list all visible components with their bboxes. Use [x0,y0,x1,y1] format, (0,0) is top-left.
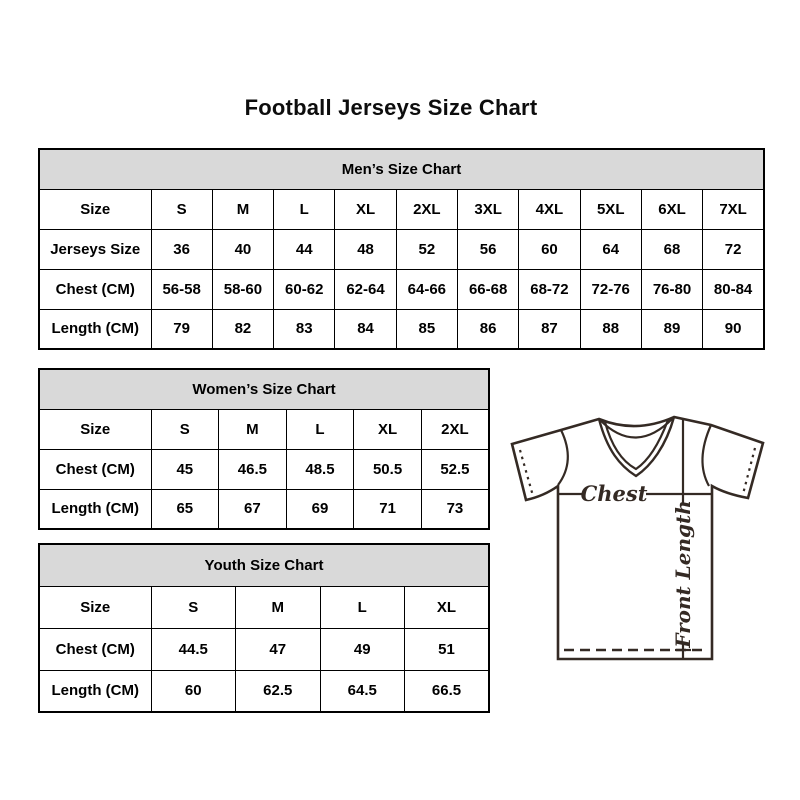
size-value-cell: 56 [457,229,518,269]
table-row [39,189,764,229]
size-value-cell: 87 [519,309,580,349]
table-row [39,229,764,269]
size-value-cell: 7XL [703,189,764,229]
size-value-cell: 45 [151,449,219,489]
size-value-cell: 49 [320,628,405,670]
size-value-cell: S [151,409,219,449]
size-value-cell: 52 [396,229,457,269]
chest-measurement-label: Chest [580,481,648,506]
size-value-cell: 48.5 [286,449,354,489]
page-title: Football Jerseys Size Chart [244,95,538,120]
row-label: Chest (CM) [39,449,151,489]
collar-v-inner [605,420,668,469]
size-value-cell: 40 [212,229,273,269]
size-value-cell: 44 [274,229,335,269]
size-value-cell: 71 [354,489,422,529]
size-value-cell: M [219,409,287,449]
table-row [39,489,489,529]
jersey-measurement-diagram [498,406,780,668]
size-value-cell: 90 [703,309,764,349]
right-cuff-stitch-dotted-line [743,448,755,494]
row-label: Size [39,189,151,229]
right-armhole-seam [702,425,711,486]
row-label: Length (CM) [39,670,151,712]
size-value-cell: 47 [236,628,321,670]
youth-size-table [38,543,490,713]
size-value-cell: 36 [151,229,212,269]
size-value-cell: 83 [274,309,335,349]
size-value-cell: XL [354,409,422,449]
size-value-cell: XL [335,189,396,229]
size-value-cell: 3XL [457,189,518,229]
row-label: Chest (CM) [39,269,151,309]
size-value-cell: 88 [580,309,641,349]
size-value-cell: 2XL [421,409,489,449]
table-row [39,449,489,489]
size-value-cell: 73 [421,489,489,529]
size-value-cell: 66.5 [405,670,490,712]
size-value-cell: L [320,586,405,628]
mens-size-table [38,148,765,350]
size-value-cell: 69 [286,489,354,529]
size-value-cell: 64.5 [320,670,405,712]
table-row [39,409,489,449]
size-value-cell: 51 [405,628,490,670]
size-value-cell: 58-60 [212,269,273,309]
front-length-measurement-label: Front Length [671,500,695,648]
size-value-cell: 76-80 [641,269,702,309]
size-value-cell: 72-76 [580,269,641,309]
size-value-cell: XL [405,586,490,628]
size-value-cell: 85 [396,309,457,349]
size-value-cell: M [236,586,321,628]
size-value-cell: 50.5 [354,449,422,489]
womens-size-table [38,368,490,530]
row-label: Chest (CM) [39,628,151,670]
size-value-cell: M [212,189,273,229]
size-value-cell: 84 [335,309,396,349]
size-value-cell: 2XL [396,189,457,229]
size-value-cell: 6XL [641,189,702,229]
table-title: Youth Size Chart [39,544,489,586]
row-label: Jerseys Size [39,229,151,269]
size-value-cell: 64-66 [396,269,457,309]
size-value-cell: 68 [641,229,702,269]
row-label: Size [39,586,151,628]
row-label: Length (CM) [39,309,151,349]
size-value-cell: 86 [457,309,518,349]
size-value-cell: 82 [212,309,273,349]
size-value-cell: 4XL [519,189,580,229]
jersey-outline [512,417,763,659]
row-label: Length (CM) [39,489,151,529]
size-value-cell: 60 [519,229,580,269]
size-value-cell: 89 [641,309,702,349]
size-value-cell: 46.5 [219,449,287,489]
size-value-cell: 5XL [580,189,641,229]
size-value-cell: 62.5 [236,670,321,712]
size-value-cell: 44.5 [151,628,236,670]
size-value-cell: 72 [703,229,764,269]
size-value-cell: L [286,409,354,449]
size-value-cell: 64 [580,229,641,269]
size-value-cell: 66-68 [457,269,518,309]
size-value-cell: S [151,586,236,628]
size-value-cell: 65 [151,489,219,529]
table-row [39,309,764,349]
size-value-cell: 80-84 [703,269,764,309]
size-value-cell: 79 [151,309,212,349]
size-value-cell: 67 [219,489,287,529]
table-row [39,269,764,309]
size-value-cell: 68-72 [519,269,580,309]
size-value-cell: 62-64 [335,269,396,309]
size-value-cell: 52.5 [421,449,489,489]
size-value-cell: 48 [335,229,396,269]
row-label: Size [39,409,151,449]
left-armhole-seam [558,430,568,485]
size-value-cell: L [274,189,335,229]
size-value-cell: S [151,189,212,229]
table-title: Women’s Size Chart [39,369,489,409]
table-row [39,586,489,628]
table-row [39,628,489,670]
table-title: Men’s Size Chart [39,149,764,189]
table-row [39,670,489,712]
size-value-cell: 56-58 [151,269,212,309]
size-value-cell: 60 [151,670,236,712]
size-value-cell: 60-62 [274,269,335,309]
